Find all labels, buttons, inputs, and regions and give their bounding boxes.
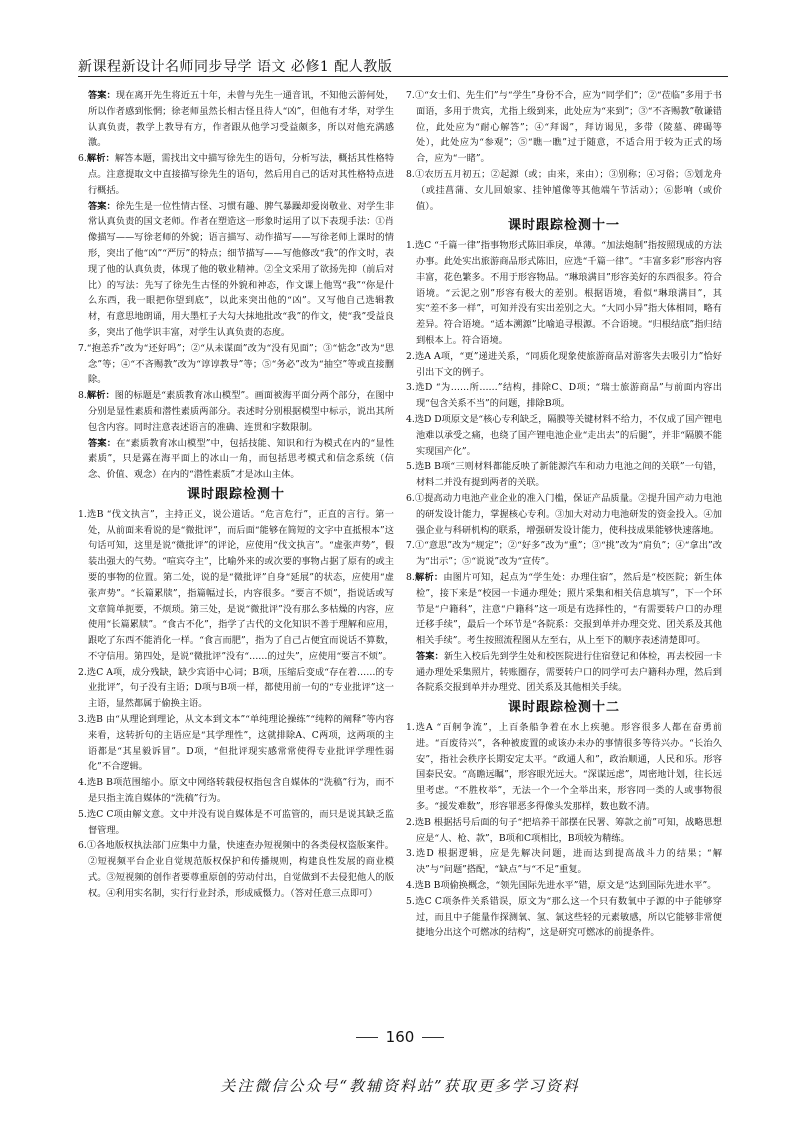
list-item <box>78 388 394 435</box>
item-number: 5. <box>406 895 415 907</box>
item-label: 答案： <box>88 90 116 101</box>
footer-watermark: 关注微信公众号“教辅资料站”获取更多学习资料 <box>220 1077 580 1095</box>
list-item <box>406 720 722 815</box>
section-title: 课时跟踪检测十 <box>186 486 285 502</box>
list-item <box>78 151 394 198</box>
item-number: 6. <box>78 153 87 165</box>
list-item <box>406 878 722 894</box>
item-text: 选C “千篇一律”指事物形式陈旧乖戾，单薄。“加法炮制”指按照现成的方法办事。此处实出旅游商品形式陈旧，应选“千篇一律”。“丰富多彩”形容内容丰富，花色繁多。不用于形容物品。“琳琅满目”形容美好的东西很多。符合语境。“云泥之别”形容有极大的差别。根据语境，看似“琳琅满目”，其实“差不多一样”，可知并没有实出差别之大。“大同小异”指大体相同，略有差异。符合语境。“适本溯源”比喻追寻根源。不合语境。“归根结底”指归结到根本上。符合语境。 <box>414 240 722 346</box>
item-text: 选D D项原文是“核心专利缺乏，隔膜等关键材料不给力，不仅成了国产锂电池难以承受之痛，也绕了国产锂电池企业“走出去”的后腿”，并非“隔膜不能实现国产化”。 <box>414 413 722 457</box>
item-text: 选D “为……所……”结构，排除C、D项；“瑞士旅游商品”与前面内容出现“包含关系不当”的问题，排除B项。 <box>414 382 722 410</box>
item-text: “抱恙乔”改为“还好吗”；②“从未谋面”改为“没有见面”；③“惦念”改为“思念”等；④“不吝赐教”改为“谆谆教导”等；⑤“务必”改为“抽空”等或直接删除。 <box>86 342 394 386</box>
item-text: 选A A项，“更”递进关系，“同质化现象使旅游商品对游客失去吸引力”恰好引出下文的例子。 <box>414 350 722 378</box>
list-item <box>78 665 394 712</box>
list-item <box>406 815 722 847</box>
item-text: 选B B项范围缩小。原文中网络转载侵权指包含自媒体的“洗稿”行为，而不是只指主流自媒体的“洗稿”行为。 <box>86 777 394 805</box>
item-text: 徐先生是一位性情古怪、习惯有趣、脾气暴躁却爱岗敬业、对学生非常认真负责的国文老师。作者在塑造这一形象时运用了以下表现手法：①肖像描写——写徐老师的外貌；语言描写、动作描写——写徐老师上课时的情形，突出了他“凶”“严厉”的特点；细节描写——写他修改“我”的作文时，表现了他的认真负责，体现了他的敬业精神。②全文采用了欲扬先抑（前后对比）的写法：先写了徐先生古怪的外貌和神态，作文课上他骂“我”“你是什么东西，我一眼把你望到底”，以此来突出他的“凶”。又写他自己选辑教材，有意思地朗诵，用大墨杠子大勾大抹地批改“我”的作文，使“我”受益良多，突出了他学识丰富，对学生认真负责的态度。 <box>88 200 395 338</box>
item-number: 8. <box>78 390 87 402</box>
item-label: 解析： <box>86 153 115 165</box>
item-label: 答案： <box>416 650 444 662</box>
item-text: 选B 根据括号后面的句子“把培养干部摆在民署、筹款之前”可知，战略思想应是“人、枪、款”，B项和C项相比，B项较为精练。 <box>414 816 722 844</box>
list-item <box>406 459 722 491</box>
left-column <box>78 88 394 902</box>
item-text: 由图片可知，起点为“学生处：办理住宿”，然后是“校医院；新生体检”，接下来是“校园一卡通办理处；照片采集和相关信息填写”，下一个环节是“户籍科”，注意“户籍科”这一项是有选择性的，“有需要转户口的办理迁移手续”，最后一个环节是“各院系：交报到单并办理交党、团关系及其他相关手续”。考生按照流程图从左至右，从上至下的顺序表述清楚即可。 <box>416 571 723 647</box>
list-item <box>406 238 722 349</box>
item-number: 3. <box>406 382 415 394</box>
page-number <box>0 1028 800 1046</box>
item-text: 选C C项由解文意。文中并没有说自媒体是不可监管的，而只是说其缺乏监督管理。 <box>86 808 394 836</box>
list-item <box>406 570 722 649</box>
item-number: 6. <box>78 840 87 852</box>
item-number: 8. <box>406 571 415 583</box>
item-text: 选B “伐文执言”，主持正义，说公道话。“危言危行”，正直的言行。第一处，从前面来看说的是“微批评”，而后面“能够在简短的文字中直抵根本”这句话可知，这里是说“微批评”的评论，应使用“伐文执言”。“虚张声势”，假装出强大的气势。“喧宾夺主”，比喻外来的或次要的事物占据了原有的或主要的事物的位置。第二处，说的是“微批评”自身“延展”的状态，应使用“虚张声势”。“长篇累牍”，指篇幅过长，内容很多。“要言不烦”，指说话或写文章简单扼要，不烦琐。第三处，是说“微批评”没有那么多枯燥的内容，应使用“长篇累牍”。“食古不化”，指学了古代的文化知识不善于理解和应用，跟吃了东西不能消化一样。“食言而肥”，指为了自己占便宜而说话不算数，不守信用。第四处，是说“微批评”没有“……的过失”，应使用“要言不烦”。 <box>86 508 394 662</box>
item-text: 新生入校后先到学生处和校医院进行住宿登记和体检，再去校园一卡通办理处采集照片，转账圈存，需要转户口的同学可去户籍科办理，然后到各院系交报到单并办理党、团关系及其他相关手续。 <box>416 650 723 694</box>
item-text: 图的标题是“素质教育冰山模型”。画面被海平面分两个部分，在图中分别是显性素质和潜性素质两部分。表述时分别根据模型中标示，说出其所包含内容。同时注意表述语言的准确、连贯和字数限制。 <box>88 390 394 433</box>
item-number: 8. <box>406 168 415 180</box>
item-number: 6. <box>406 492 415 504</box>
item-text: ①提高动力电池产业企业的准入门槛，保证产品质量。②提升国产动力电池的研发设计能力，掌握核心专利。③加大对动力电池研发的资金投入。④加强企业与科研机构的联系，增强研发设计能力，使科技成果能够快速落地。 <box>414 492 722 536</box>
list-item <box>406 894 722 941</box>
item-text: ①各地版权执法部门应集中力量，快速查办短视频中的各类侵权盗版案件。②短视频平台企业自觉规范版权保护和传播规则，构建良性发展的商业模式。③短视频的创作者要尊重原创的劳动付出，自觉做到不去侵犯他人的版权。④利用实名制，实行行业封杀，形成威慑力。（答对任意三点即可） <box>86 840 394 899</box>
answer-block <box>78 88 394 151</box>
item-text: ①农历五月初五；②起源（或；由来，来由）；③别称；④习俗；⑤划龙舟（或挂菖蒲、女儿回娘家、挂钟馗像等其他端午节活动）；⑥影响（或价值）。 <box>414 168 722 212</box>
list-item <box>406 167 722 214</box>
list-item <box>78 341 394 388</box>
item-number: 7. <box>406 90 415 101</box>
section-title: 课时跟踪检测十二 <box>507 700 620 716</box>
answer-block <box>78 436 394 483</box>
item-label: 解析： <box>414 571 444 583</box>
item-number: 5. <box>78 808 87 820</box>
item-number: 7. <box>78 342 87 354</box>
item-number: 7. <box>406 540 415 552</box>
item-number: 4. <box>406 880 415 892</box>
item-text: 选B B项偷换概念，“领先国际先进水平”错，原文是“达到国际先进水平”。 <box>414 880 717 892</box>
item-number: 3. <box>406 848 415 860</box>
list-item <box>78 712 394 775</box>
item-label: 解析： <box>86 390 115 402</box>
page-header: 新课程新设计名师同步导学 语文 必修1 配人教版 <box>78 59 393 75</box>
list-item <box>406 380 722 412</box>
item-number: 1. <box>78 508 87 520</box>
answer-block <box>406 649 722 696</box>
item-label: 答案： <box>88 437 117 449</box>
item-text: ①“意思”改为“规定”；②“好多”改为“重”；③“挑”改为“肩负”；④“拿出”改为“出示”；⑤“说说”改为“宣传”。 <box>414 540 722 568</box>
item-text: 选C C项条件关系错误，原文为“那么这一个只有数氧中子源的中子能够穿过，而且中子能量作探测氧、氢、氯这些轻的元素敏感，所以它能够非常便捷地分出这个可燃冰的结构”，这是研究可燃冰的前提条件。 <box>414 895 722 939</box>
list-item <box>406 538 722 570</box>
list-item <box>78 507 394 665</box>
list-item <box>78 775 394 807</box>
item-text: 选B B项“三则材料都能反映了新能源汽车和动力电池之间的关联”一句错，材料二并没有提到两者的关联。 <box>414 461 722 489</box>
list-item <box>406 349 722 381</box>
item-number: 1. <box>406 722 415 734</box>
page-number-text: 160 <box>385 1028 415 1046</box>
list-item <box>406 846 722 878</box>
section-title: 课时跟踪检测十一 <box>507 218 620 234</box>
header-rule <box>78 76 728 77</box>
list-item <box>78 807 394 839</box>
item-text: 现在离开先生将近五十年，未曾与先生一通音讯，不知他云游何处，所以作者感到怅惘；徐老师虽然长相古怪且待人“凶”，但他有才华，对学生认真负责，教学上教导有方，作者跟从他学习受益颇多，所以对他充满感激。 <box>88 90 395 149</box>
list-item <box>406 88 722 167</box>
item-number: 2. <box>406 350 415 362</box>
item-number: 2. <box>78 666 87 678</box>
item-text: 在“素质教育冰山模型”中，包括技能、知识和行为模式在内的“显性素质”，只是露在海平面上的冰山一角，而包括思考模式和信念系统（信念、价值、观念）在内的“潜性素质”才是冰山主体。 <box>88 437 395 481</box>
item-text: 解答本题，需找出文中描写徐先生的语句，分析写法，概括其性格特点。注意提取文中直接描写徐先生的语句，然后用自己的话对其性格特点进行概括。 <box>88 153 395 196</box>
list-item <box>406 491 722 538</box>
item-text: 选B 由“从理论到理论，从文本到文本”“单纯理论操练”“纯粹的阐释”等内容来看，这转折句的主语应是“其学理性”，这就排除A、C两项，这两项的主语都是“其星毅诉冒”。D项，“但批评现实感常常使得专业批评学理性弱化”不合逻辑。 <box>86 714 394 773</box>
list-item <box>406 412 722 459</box>
item-text: 选D 根据逻辑，应是先解决问题，进而达到提高战斗力的结果；“解决”与“问题”搭配，“缺点”与“不足”重复。 <box>414 848 722 876</box>
item-number: 3. <box>78 714 87 726</box>
item-text: 选C A项，成分残缺，缺少宾语中心词；B项，压缩后变成“存在着……的专业批评”，句子没有主语；D项与B项一样，都使用前一句的“专业批评”这一主语，显然都属于偷换主语。 <box>86 666 394 710</box>
item-number: 4. <box>78 777 87 789</box>
item-number: 1. <box>406 240 415 252</box>
item-text: ①“女士们、先生们”与“学生”身份不合，应为“同学们”；②“莅临”多用于书面语，多用于贵宾，尤指上级到来，此处应为“来到”；③“不吝赐教”敬谦错位，此处应为“耐心解答”；④“拜谒”，拜访谒见，多带（陵墓、碑碣等处），此处应为“参观”；⑤“瞧一瞧”过于随意，不适合用于较为正式的场合，应为“一睹”。 <box>414 90 722 165</box>
right-column <box>406 88 722 941</box>
item-number: 5. <box>406 461 415 473</box>
list-item <box>78 838 394 901</box>
item-label: 答案： <box>88 200 116 212</box>
item-text: 选A “百舸争流”，上百条船争着在水上疾驰。形容很多人都在奋勇前进。“百废待兴”，各种被废置的或该办未办的事情很多等待兴办。“长治久安”，指社会秩序长期安定太平。“政通人和”，政治顺通，人民和乐。形容国泰民安。“高瞻远瞩”，形容眼光远大。“深谋远虑”，周密地计划，往长远里考虑。“不胜枚举”，无法一个一个全举出来，形容同一类的人或事物很多。“援发难数”，形容罪恶多得像头发那样，数也数不清。 <box>414 722 722 813</box>
item-number: 2. <box>406 816 415 828</box>
answer-block <box>78 199 394 341</box>
item-number: 4. <box>406 413 415 425</box>
